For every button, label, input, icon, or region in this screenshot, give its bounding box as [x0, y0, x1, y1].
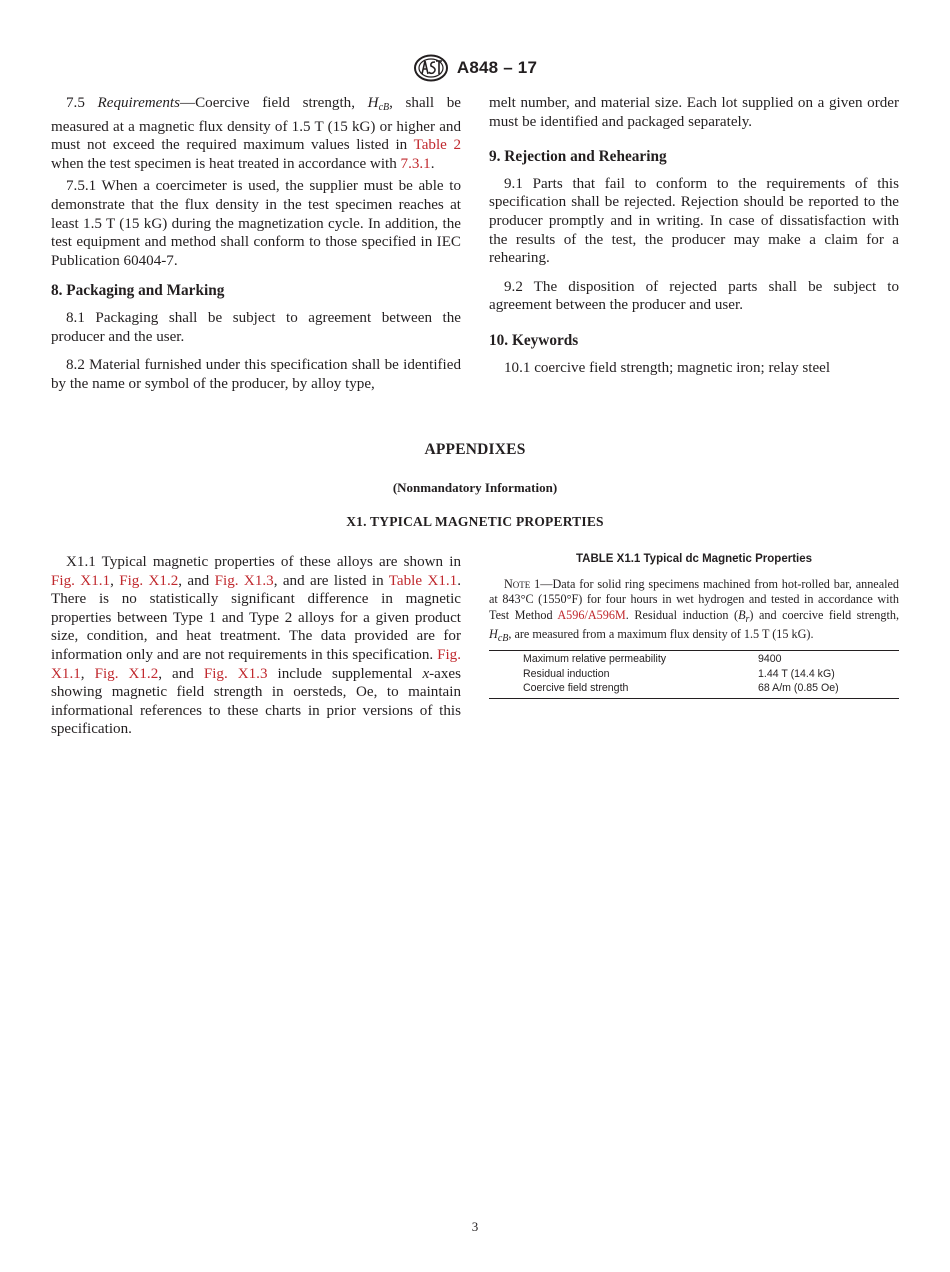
- table-row: [489, 681, 899, 699]
- table-row: [489, 651, 899, 667]
- value-cell: 68 A/m (0.85 Oe): [758, 682, 839, 694]
- paragraph-9-2: 9.2 The disposition of rejected parts shall be subject to agreement between the producer and user.: [489, 278, 899, 314]
- paragraph-10-1: 10.1 coercive field strength; magnetic iron; relay steel: [504, 359, 831, 376]
- appendix-x1-heading: X1. TYPICAL MAGNETIC PROPERTIES: [346, 514, 604, 529]
- value-cell: 1.44 T (14.4 kG): [758, 667, 835, 680]
- fig-x1-3-link[interactable]: Fig. X1.3: [203, 665, 268, 682]
- property-cell: Coercive field strength: [523, 682, 629, 694]
- fig-x1-1-link[interactable]: Fig. X1.1: [51, 572, 111, 589]
- fig-x1-2-link[interactable]: Fig. X1.2: [94, 665, 159, 682]
- a596-link[interactable]: A596/A596M: [557, 607, 626, 622]
- paragraph-8-2-continued: melt number, and material size. Each lot supplied on a given order must be identified and packaged separately.: [489, 95, 899, 130]
- fig-x1-1-link[interactable]: Fig. X1.1: [51, 646, 461, 682]
- property-cell: Residual induction: [523, 667, 610, 680]
- paragraph-8-1: 8.1 Packaging shall be subject to agreement between the producer and the user.: [51, 309, 461, 345]
- paragraph-9-1: 9.1 Parts that fail to conform to the requirements of this specification shall be rejected. Rejection should be reported to the producer promptly and in writing. In case of dissatisfaction with the results of the test, the producer may make a claim for a rehearing.: [489, 175, 899, 267]
- appendix-left-column: [51, 553, 461, 739]
- section-7-3-1-link[interactable]: 7.3.1: [400, 155, 431, 172]
- section-8-heading: 8. Packaging and Marking: [51, 282, 225, 300]
- value-cell: 9400: [758, 653, 782, 666]
- table-x1-1-title: TABLE X1.1 Typical dc Magnetic Properties: [575, 553, 813, 565]
- paragraph-8-2: 8.2 Material furnished under this specification shall be identified by the name or symbol of the producer, by alloy type,: [51, 357, 461, 392]
- paragraph-x1-1: X1.1 Typical magnetic properties of these alloys are shown in Fig. X1.1, Fig. X1.2, and Fig. X1.3, and are listed in Table X1.1. There is no statistically significant difference in magnetic properties between Type 1 and Type 2 alloys for a given product size, condition, and heat treatment. The data provided are for information only and are not requirements in this specification. Fig. X1.1, Fig. X1.2, and Fig. X1.3 include supplemental x-axes showing magnetic field strength in oersteds, Oe, to maintain informational references to these charts in prior versions of this specification.: [51, 554, 462, 738]
- paragraph-7-5: 7.5 Requirements—Coercive field strength, $H_{cB}$, shall be measured at a magnetic flux density of 1.5 T (15 kG) or higher and must not exceed the required maximum values listed in Table 2 when the test specimen is heat treated in accordance with 7.3.1.: [51, 95, 462, 172]
- properties-table: [489, 650, 899, 699]
- page-number: 3: [471, 1219, 479, 1234]
- page-header: [0, 54, 950, 87]
- fig-x1-3-link[interactable]: Fig. X1.3: [214, 572, 274, 589]
- paragraph-7-5-1: 7.5.1 When a coercimeter is used, the supplier must be able to demonstrate that the flux density in the test specimen reaches at least 1.5 T (15 kG) during the magnetization cycle. In addition, the test equipment and method shall conform to those specified in IEC Publication 60404-7.: [51, 178, 461, 269]
- astm-logo-icon: [413, 54, 449, 82]
- right-column: [489, 94, 899, 377]
- section-9-heading: 9. Rejection and Rehearing: [489, 148, 667, 166]
- left-column: [51, 94, 461, 393]
- standard-designation: A848 – 17: [456, 58, 538, 77]
- fig-x1-2-link[interactable]: Fig. X1.2: [119, 572, 179, 589]
- table-row: [489, 667, 899, 681]
- appendixes-title: APPENDIXES: [424, 441, 526, 458]
- table-note: Note 1—Data for solid ring specimens machined from hot-rolled bar, annealed at 843°C (1550°F) for four hours in wet hydrogen and tested in accordance with Test Method A596/A596M. Residual induction $(B_r)$ and coercive field strength, $H_{cB}$, are measured from a maximum flux density of 1.5 T (15 kG).: [489, 577, 899, 644]
- property-cell: Maximum relative permeability: [523, 653, 667, 666]
- table-x1-1-link[interactable]: Table X1.1: [388, 572, 458, 589]
- table-x1-1: [489, 553, 899, 699]
- table-2-link[interactable]: Table 2: [413, 137, 462, 154]
- appendixes-subtitle: (Nonmandatory Information): [392, 480, 558, 495]
- section-10-heading: 10. Keywords: [489, 331, 579, 349]
